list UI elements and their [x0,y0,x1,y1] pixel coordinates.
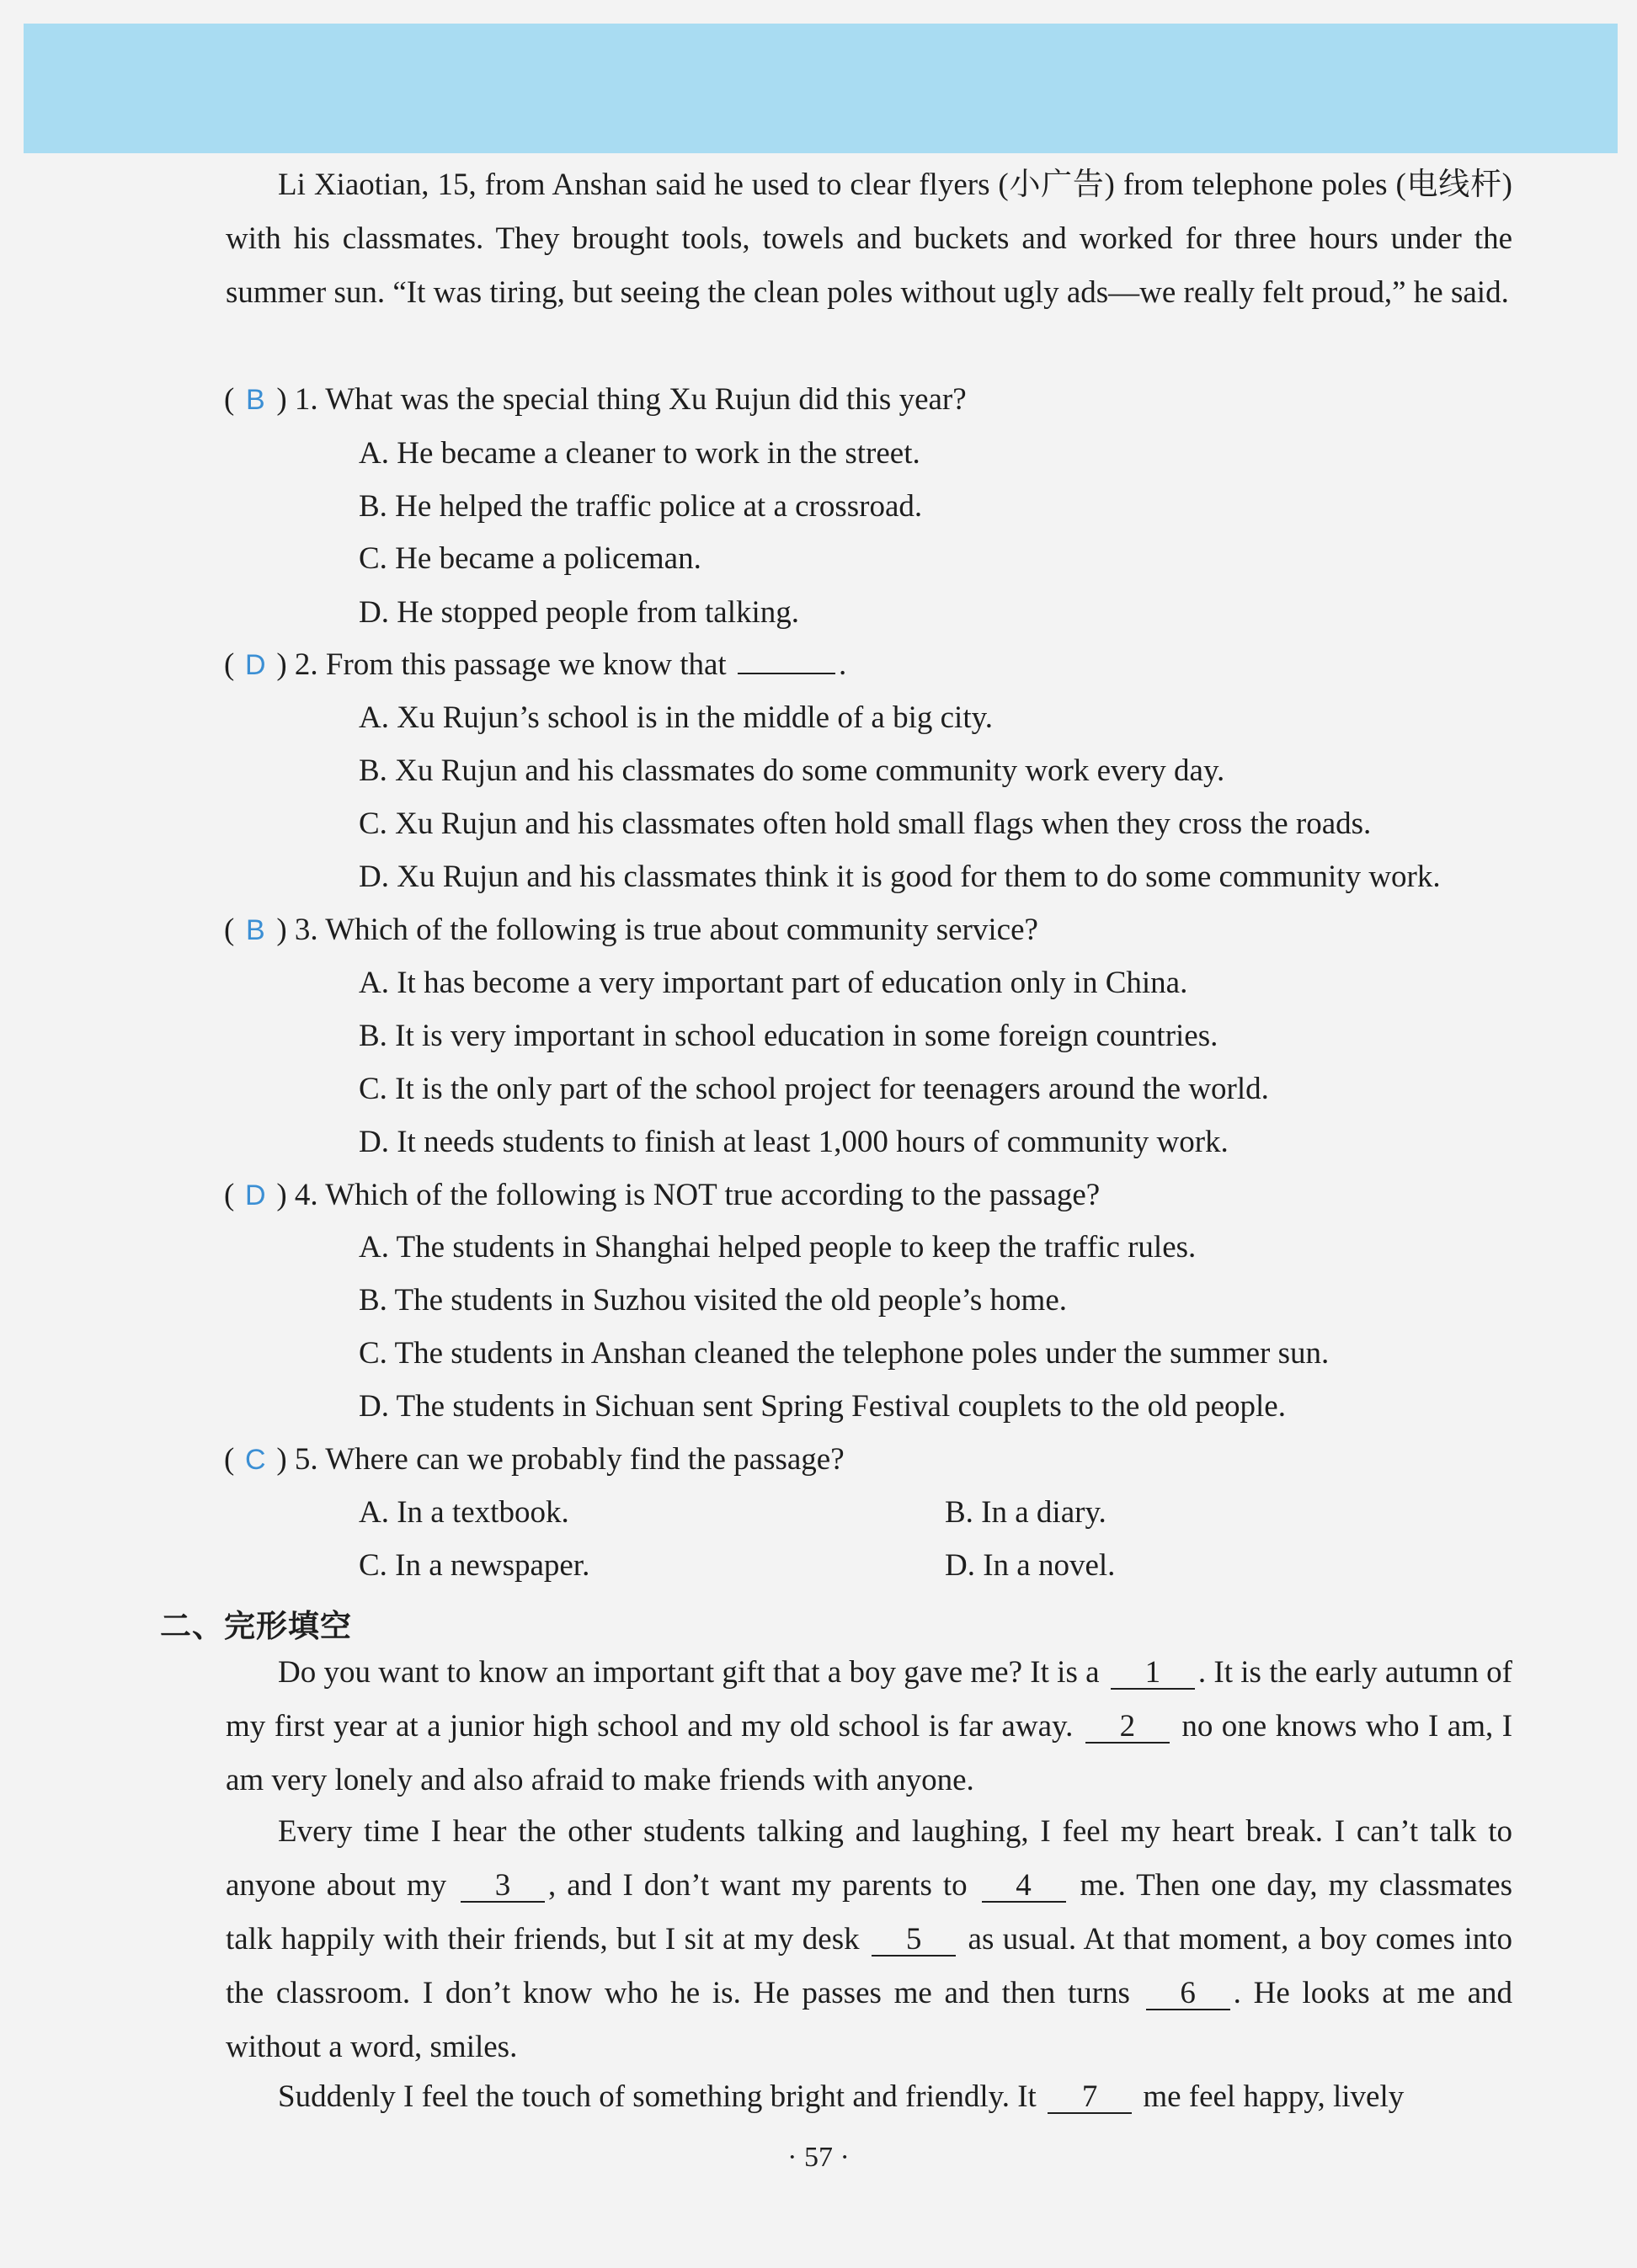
question-stem: Which of the following is true about community service? [325,913,1038,947]
option-3b: B. It is very important in school education in some foreign countries. [359,1019,1218,1053]
cloze-text: me. Then one day, my classmates talk happily with their friends, but I sit at my desk [226,1868,1512,1957]
cloze-blank-5: 5 [872,1925,956,1957]
option-1a: A. He became a cleaner to work in the street. [359,436,920,471]
cloze-text: , and I don’t want my parents to [548,1868,968,1903]
option-2b: B. Xu Rujun and his classmates do some community work every day. [359,753,1225,788]
cloze-text: Do you want to know an important gift that a boy gave me? It is a [278,1655,1100,1690]
cloze-text: . He looks at me and without a word, smiles. [226,1976,1512,2064]
option-5d: D. In a novel. [945,1548,1116,1583]
option-5c: C. In a newspaper. [359,1548,590,1583]
page-number: · 57 · [787,2142,850,2173]
answer-2: D [245,649,266,681]
option-4b: B. The students in Suzhou visited the old people’s home. [359,1283,1067,1318]
cloze-text: Every time I hear the other students talking and laughing, I feel my heart break. I can’t talk to anyone about my [226,1814,1512,1903]
option-3a: A. It has become a very important part of education only in China. [359,966,1188,1000]
option-4c: C. The students in Anshan cleaned the telephone poles under the summer sun. [359,1336,1330,1371]
option-2c: C. Xu Rujun and his classmates often hold small flags when they cross the roads. [359,807,1372,841]
answer-blank [738,673,835,674]
passage-text: Li Xiaotian, 15, from Anshan said he used to clear flyers (小广告) from telephone poles (电线杆) with his classmates. They brought tools, towels and buckets and worked for three hours under the summer sun. “It was tiring, but seeing the clean poles without ugly ads—we really felt proud,” he said. [226,168,1512,310]
option-2a: A. Xu Rujun’s school is in the middle of a big city. [359,700,993,735]
question-5: ( C ) 5. Where can we probably find the passage? [224,1442,845,1477]
question-stem-end: . [838,647,847,682]
option-3c: C. It is the only part of the school project for teenagers around the world. [359,1072,1269,1106]
cloze-text: . It is the early autumn of my first year at a junior high school and my old school is far away. [226,1655,1512,1744]
cloze-paragraph-3 [226,2070,1512,2124]
cloze-blank-1: 1 [1111,1658,1195,1690]
passage-paragraph [226,158,1512,320]
cloze-blank-2: 2 [1085,1712,1170,1744]
cloze-text: me feel happy, lively [1143,2079,1405,2114]
answer-4: D [245,1179,266,1211]
question-3: ( B ) 3. Which of the following is true about community service? [224,913,1038,947]
option-5a: A. In a textbook. [359,1495,569,1530]
cloze-blank-7: 7 [1048,2082,1132,2114]
question-number: 4. [294,1178,318,1212]
cloze-text: as usual. At that moment, a boy comes into the classroom. I don’t know who he is. He passes me and then turns [226,1922,1513,2010]
option-1b: B. He helped the traffic police at a crossroad. [359,489,923,524]
option-1c: C. He became a policeman. [359,541,701,576]
option-4a: A. The students in Shanghai helped people to keep the traffic rules. [359,1230,1197,1264]
question-stem: What was the special thing Xu Rujun did this year? [325,382,967,417]
question-number: 2. [294,647,318,682]
option-4d: D. The students in Sichuan sent Spring Festival couplets to the old people. [359,1389,1286,1424]
section-heading: 二、完形填空 [160,1608,352,1644]
question-2: ( D ) 2. From this passage we know that . [224,647,847,682]
option-3d: D. It needs students to finish at least 1,000 hours of community work. [359,1125,1229,1159]
question-stem: Which of the following is NOT true according to the passage? [325,1178,1101,1212]
question-number: 1. [294,382,318,417]
cloze-text: Suddenly I feel the touch of something bright and friendly. It [278,2079,1037,2114]
question-number: 5. [294,1442,318,1477]
answer-5: C [245,1444,266,1476]
question-stem: From this passage we know that [325,647,727,682]
cloze-paragraph-1 [226,1646,1512,1807]
option-5b: B. In a diary. [945,1495,1106,1530]
answer-3: B [245,914,265,946]
question-1: ( B ) 1. What was the special thing Xu Rujun did this year? [224,382,967,417]
cloze-text: no one knows who I am, I am very lonely and also afraid to make friends with anyone. [226,1709,1513,1797]
question-number: 3. [294,913,318,947]
option-2d: D. Xu Rujun and his classmates think it is good for them to do some community work. [359,860,1441,894]
cloze-blank-4: 4 [982,1871,1066,1903]
cloze-paragraph-2 [226,1805,1512,2074]
answer-1: B [245,384,265,416]
question-stem: Where can we probably find the passage? [325,1442,845,1477]
cloze-blank-6: 6 [1146,1978,1230,2010]
question-4: ( D ) 4. Which of the following is NOT true according to the passage? [224,1178,1101,1212]
cloze-blank-3: 3 [461,1871,545,1903]
option-1d: D. He stopped people from talking. [359,595,800,630]
